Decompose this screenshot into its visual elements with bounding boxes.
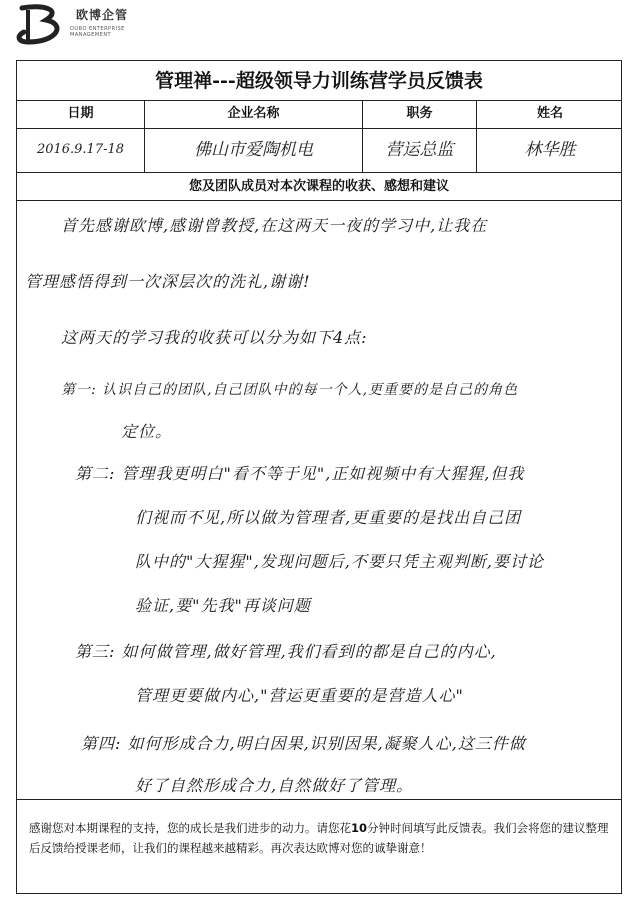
feedback-form xyxy=(16,60,622,894)
handwriting-line: 验证,要"先我"再谈问题 xyxy=(135,596,311,615)
handwriting-line: 定位。 xyxy=(121,422,173,441)
header-position: 职务 xyxy=(363,101,477,128)
handwriting-line: 这两天的学习我的收获可以分为如下4点: xyxy=(61,328,368,347)
handwriting-line: 队中的"大猩猩",发现问题后,不要只凭主观判断,要讨论 xyxy=(135,552,544,571)
value-date: 2016.9.17-18 xyxy=(17,129,145,172)
value-name: 林华胜 xyxy=(524,140,576,160)
footer-minutes: 10 xyxy=(351,821,368,835)
handwriting-line: 第二: 管理我更明白"看不等于见",正如视频中有大猩猩,但我 xyxy=(75,464,525,483)
handwriting-line: 第三: 如何做管理,做好管理,我们看到的都是自己的内心, xyxy=(75,642,497,661)
footer-text-2: 分钟时间填写此反馈表。我们会将您的建议整理后反馈给授课老师，让我们的课程越来越精彩。再次表达欧博对您的诚挚谢意！ xyxy=(29,821,609,855)
handwriting-line: 首先感谢欧博,感谢曾教授,在这两天一夜的学习中,让我在 xyxy=(61,216,488,235)
handwriting-line: 第四: 如何形成合力,明白因果,识别因果,凝聚人心,这三件做 xyxy=(81,734,526,753)
form-title: 管理禅---超级领导力训练营学员反馈表 xyxy=(17,61,621,101)
footer-thanks xyxy=(17,799,621,893)
handwritten-feedback xyxy=(17,201,621,799)
value-company: 佛山市爱陶机电 xyxy=(145,129,363,172)
logo-brand: 欧博企管 xyxy=(76,8,129,22)
header-row xyxy=(17,101,621,129)
company-logo xyxy=(14,2,154,50)
footer-text-1: 感谢您对本期课程的支持，您的成长是我们进步的动力。请您花 xyxy=(29,821,351,835)
handwriting-line: 管理感悟得到一次深层次的洗礼,谢谢! xyxy=(25,272,311,291)
handwriting-line: 们视而不见,所以做为管理者,更重要的是找出自己团 xyxy=(135,508,522,527)
header-company: 企业名称 xyxy=(145,101,363,128)
handwriting-line: 好了自然形成合力,自然做好了管理。 xyxy=(135,776,414,795)
section-title: 您及团队成员对本次课程的收获、感想和建议 xyxy=(17,173,621,201)
value-position: 营运总监 xyxy=(363,129,477,172)
logo-mark-icon xyxy=(14,2,74,48)
value-row xyxy=(17,129,621,173)
handwriting-line: 第一: 认识自己的团队,自己团队中的每一个人,更重要的是自己的角色 xyxy=(61,382,519,398)
header-date: 日期 xyxy=(17,101,145,128)
logo-sub: OUBO ENTERPRISE MANAGEMENT xyxy=(70,26,125,38)
handwriting-line: 管理更要做内心,"营运更重要的是营造人心" xyxy=(135,686,464,705)
header-name: 姓名 xyxy=(536,106,563,121)
